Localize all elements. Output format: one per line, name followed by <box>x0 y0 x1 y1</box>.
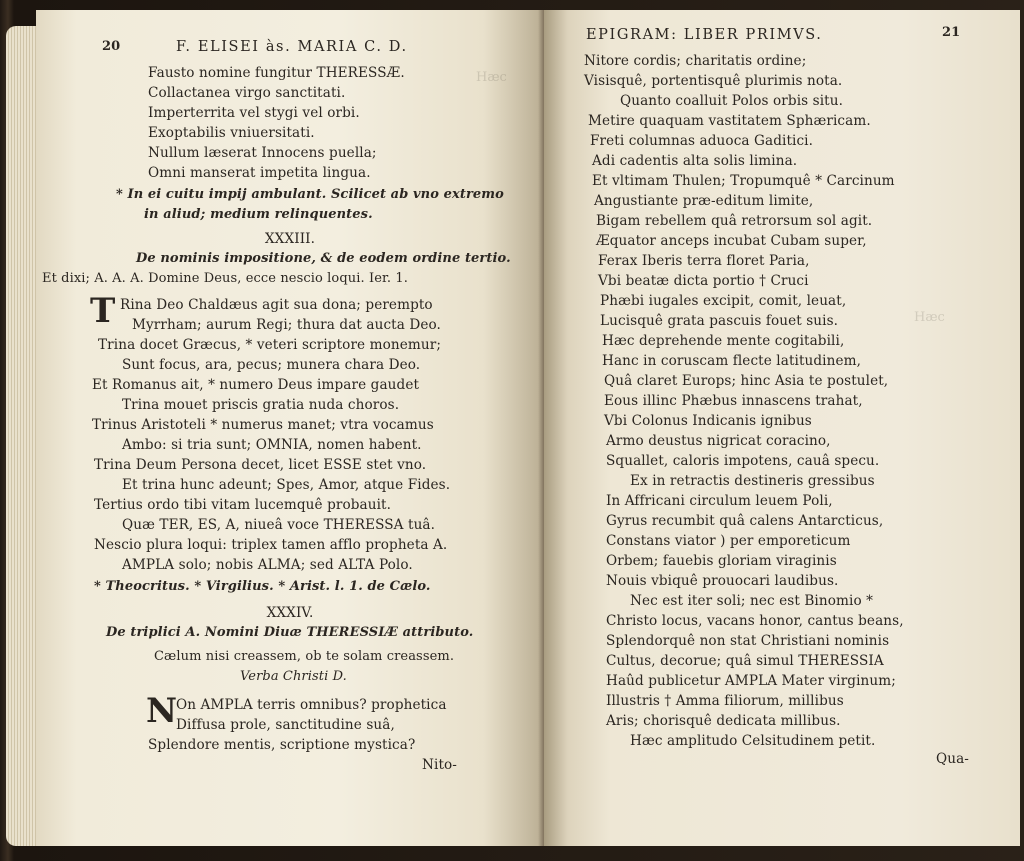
verse-line: Metire quaquam vastitatem Sphæricam. <box>588 113 871 129</box>
verse-line: Nouis vbiquê prouocari laudibus. <box>606 573 839 589</box>
verse-line: Sunt focus, ara, pecus; munera chara Deo. <box>122 357 421 373</box>
right-page <box>544 10 1020 846</box>
verse-line: AMPLA solo; nobis ALMA; sed ALTA Polo. <box>122 557 413 573</box>
page-number-left: 20 <box>102 39 121 54</box>
section-title: De triplici A. Nomini Diuæ THERESSIÆ attributo. <box>106 625 474 640</box>
verse-line: Illustris † Amma filiorum, millibus <box>606 693 844 709</box>
verse-line: In Affricani circulum leuem Poli, <box>606 493 833 509</box>
verse-line: Eous illinc Phæbus innascens trahat, <box>604 393 863 409</box>
verse-line: Trina Deum Persona decet, licet ESSE stet vno. <box>94 457 427 473</box>
verse-line: Collactanea virgo sanctitati. <box>148 85 346 101</box>
verse-line: Hæc amplitudo Celsitudinem petit. <box>630 733 876 749</box>
epigraph-line: Cælum nisi creassem, ob te solam creassem. <box>154 649 455 664</box>
verse-line: Vbi beatæ dicta portio † Cruci <box>598 273 809 289</box>
verse-line: Hæc deprehende mente cogitabili, <box>602 333 845 349</box>
verse-line: Orbem; fauebis gloriam viraginis <box>606 553 837 569</box>
footnote-line: in aliud; medium relinquentes. <box>144 207 373 222</box>
verse-line: Quanto coalluit Polos orbis situ. <box>620 93 844 109</box>
verse-line: Splendore mentis, scriptione mystica? <box>148 737 416 753</box>
verse-line: Angustiante præ-editum limite, <box>594 193 814 209</box>
verse-line: Myrrham; aurum Regi; thura dat aucta Deo. <box>132 317 441 333</box>
verse-line: On AMPLA terris omnibus? prophetica <box>176 697 447 713</box>
verse-line: Lucisquê grata pascuis fouet suis. <box>600 313 839 329</box>
references-line: * Theocritus. * Virgilius. * Arist. l. 1. de Cælo. <box>94 579 431 594</box>
verse-line: Vbi Colonus Indicanis ignibus <box>604 413 812 429</box>
verse-line: Gyrus recumbit quâ calens Antarcticus, <box>606 513 884 529</box>
verse-line: Nec est iter soli; nec est Binomio * <box>630 593 874 609</box>
epigraph-line: Et dixi; A. A. A. Domine Deus, ecce nescio loqui. Ier. 1. <box>42 271 408 286</box>
footnote-line: * In ei cuitu impij ambulant. Scilicet ab vno extremo <box>116 187 504 202</box>
show-through-text: Hæc <box>914 310 945 325</box>
section-number: XXXIII. <box>264 231 316 247</box>
verse-line: Cultus, decorue; quâ simul THERESSIA <box>606 653 884 669</box>
verse-line: Omni manserat impetita lingua. <box>148 165 371 181</box>
verse-line: Nescio plura loqui: triplex tamen afflo propheta A. <box>94 537 448 553</box>
verse-line: Diffusa prole, sanctitudine suâ, <box>176 717 395 733</box>
verse-line: Hanc in coruscam flecte latitudinem, <box>602 353 862 369</box>
verse-line: Et Romanus ait, * numero Deus impare gaudet <box>92 377 420 393</box>
verse-line: Ex in retractis destineris gressibus <box>630 473 875 489</box>
verse-line: Ferax Iberis terra floret Paria, <box>598 253 810 269</box>
verse-line: Bigam rebellem quâ retrorsum sol agit. <box>596 213 873 229</box>
verse-line: Trina docet Græcus, * veteri scriptore monemur; <box>98 337 442 353</box>
catchword: Nito- <box>422 757 457 773</box>
verse-line: Armo deustus nigricat coracino, <box>606 433 831 449</box>
verse-line: Trina mouet priscis gratia nuda choros. <box>122 397 400 413</box>
verse-line: Nitore cordis; charitatis ordine; <box>584 53 807 69</box>
verse-line: Ambo: si tria sunt; OMNIA, nomen habent. <box>122 437 422 453</box>
verse-line: Constans viator ) per emporeticum <box>606 533 851 549</box>
epigraph-source: Verba Christi D. <box>240 669 347 684</box>
running-head-left: F. ELISEI às. MARIA C. D. <box>176 39 408 55</box>
verse-line: Et vltimam Thulen; Tropumquê * Carcinum <box>592 173 895 189</box>
verse-line: Squallet, caloris impotens, cauâ specu. <box>606 453 880 469</box>
drop-cap: N <box>146 691 178 731</box>
page-number-right: 21 <box>942 25 961 40</box>
drop-cap: T <box>90 291 116 331</box>
verse-line: Freti columnas aduoca Gaditici. <box>590 133 814 149</box>
verse-line: Rina Deo Chaldæus agit sua dona; perempto <box>120 297 433 313</box>
verse-line: Haûd publicetur AMPLA Mater virginum; <box>606 673 896 689</box>
verse-line: Æquator anceps incubat Cubam super, <box>596 233 867 249</box>
left-page <box>36 10 544 846</box>
verse-line: Et trina hunc adeunt; Spes, Amor, atque Fides. <box>122 477 451 493</box>
verse-line: Tertius ordo tibi vitam lucemquê probauit. <box>94 497 392 513</box>
verse-line: Christo locus, vacans honor, cantus beans, <box>606 613 904 629</box>
section-title: De nominis impositione, & de eodem ordine tertio. <box>136 251 511 266</box>
verse-line: Phæbi iugales excipit, comit, leuat, <box>600 293 847 309</box>
verse-line: Quâ claret Europs; hinc Asia te postulet, <box>604 373 889 389</box>
verse-line: Splendorquê non stat Christiani nominis <box>606 633 890 649</box>
verse-line: Trinus Aristoteli * numerus manet; vtra vocamus <box>92 417 434 433</box>
verse-line: Quæ TER, ES, A, niueâ voce THERESSA tuâ. <box>122 517 436 533</box>
verse-line: Visisquê, portentisquê plurimis nota. <box>584 73 843 89</box>
verse-line: Adi cadentis alta solis limina. <box>592 153 798 169</box>
catchword: Qua- <box>936 751 969 767</box>
show-through-text: Hæc <box>476 70 507 85</box>
verse-line: Exoptabilis vniuersitati. <box>148 125 315 141</box>
verse-line: Nullum læserat Innocens puella; <box>148 145 377 161</box>
verse-line: Fausto nomine fungitur THERESSÆ. <box>148 65 405 81</box>
section-number: XXXIV. <box>266 605 314 621</box>
running-head-right: EPIGRAM: LIBER PRIMVS. <box>586 27 823 43</box>
verse-line: Imperterrita vel stygi vel orbi. <box>148 105 360 121</box>
verse-line: Aris; chorisquê dedicata millibus. <box>606 713 841 729</box>
